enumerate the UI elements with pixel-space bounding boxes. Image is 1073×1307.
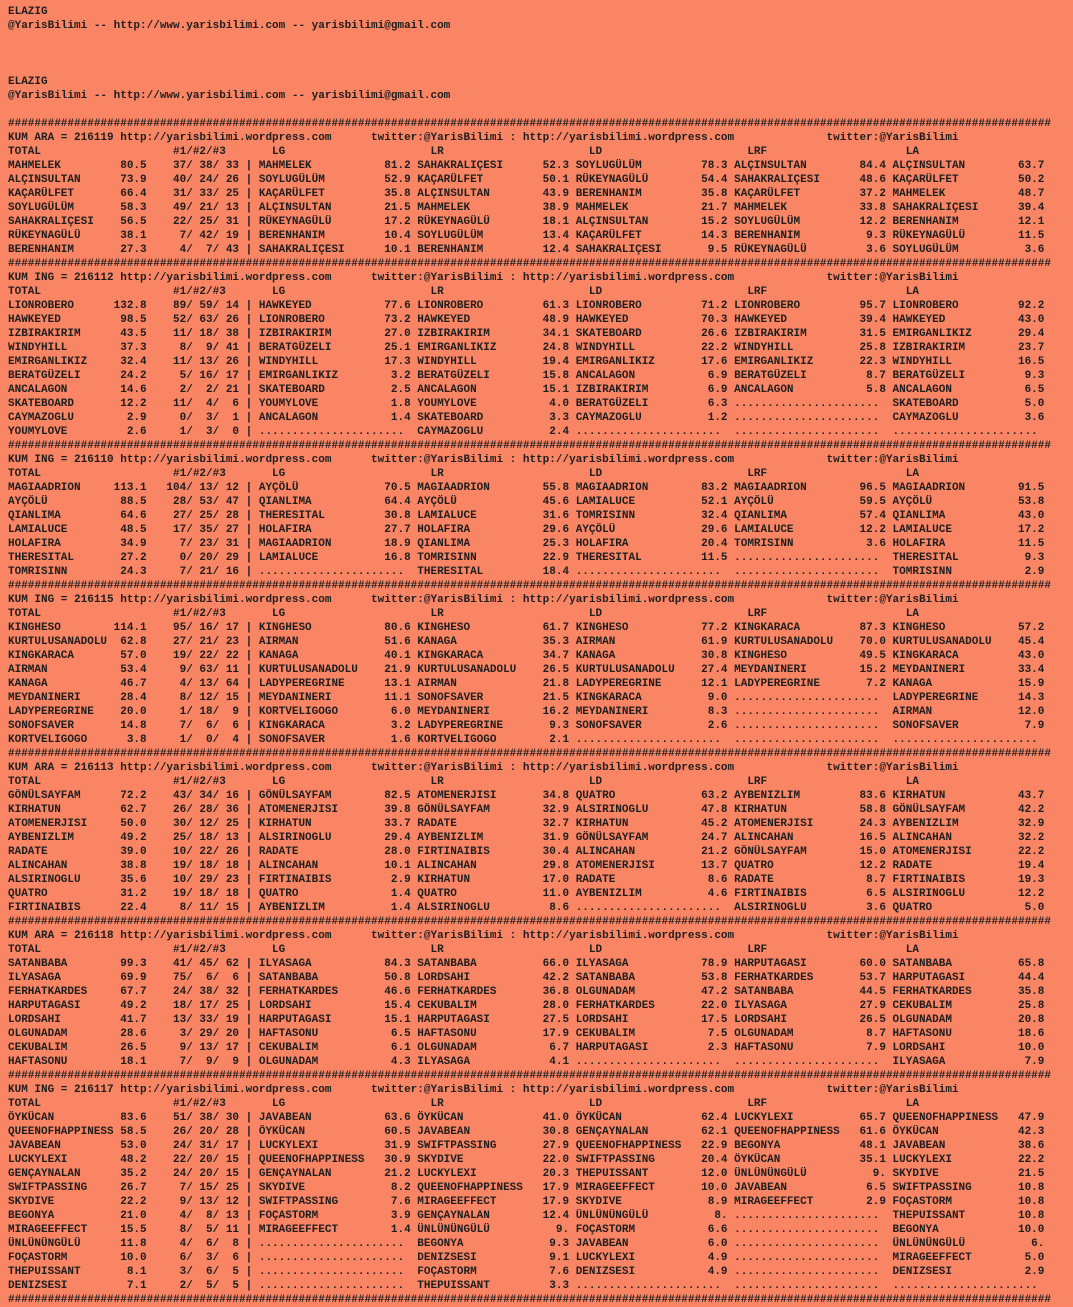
stat-row: MEYDANINERI 28.4 8/ 12/ 15 | MEYDANINERI 11.1 SONOFSAVER 21.5 KINGKARACA 9.0 ...................... LADYPEREGRINE 14.3 <box>8 692 1051 704</box>
stat-row: KINGKARACA 57.0 19/ 22/ 22 | KANAGA 40.1 KINGKARACA 34.7 KANAGA 30.8 KINGHESO 49.5 KINGKARACA 43.0 <box>8 650 1051 662</box>
location-title: ELAZIG <box>8 76 48 88</box>
stat-row: SATANBABA 99.3 41/ 45/ 62 | ILYASAGA 84.3 SATANBABA 66.0 ILYASAGA 78.9 HARPUTAGASI 60.0 SATANBABA 65.8 <box>8 958 1051 970</box>
stat-row: GENÇAYNALAN 35.2 24/ 20/ 15 | GENÇAYNALAN 21.2 LUCKYLEXI 20.3 THEPUISSANT 12.0 ÜNLÜNÜNGÜLÜ 9. SKYDIVE 21.5 <box>8 1168 1051 1180</box>
stat-row: LIONROBERO 132.8 89/ 59/ 14 | HAWKEYED 77.6 LIONROBERO 61.3 LIONROBERO 71.2 LIONROBERO 95.7 LIONROBERO 92.2 <box>8 300 1051 312</box>
stat-row: SONOFSAVER 14.8 7/ 6/ 6 | KINGKARACA 3.2 LADYPEREGRINE 9.3 SONOFSAVER 2.6 ...................... SONOFSAVER 7.9 <box>8 720 1051 732</box>
stat-row: SOYLUGÜLÜM 58.3 49/ 21/ 13 | ALÇINSULTAN 21.5 MAHMELEK 38.9 MAHMELEK 21.7 MAHMELEK 33.8 SAHAKRALIÇESI 39.4 <box>8 202 1051 214</box>
stat-row: KORTVELIGOGO 3.8 1/ 0/ 4 | SONOFSAVER 1.6 KORTVELIGOGO 2.1 ...................... ...................... ...................... <box>8 734 1051 746</box>
stat-row: HAWKEYED 98.5 52/ 63/ 26 | LIONROBERO 73.2 HAWKEYED 48.9 HAWKEYED 70.3 HAWKEYED 39.4 HAWKEYED 43.0 <box>8 314 1051 326</box>
stat-row: LUCKYLEXI 48.2 22/ 20/ 15 | QUEENOFHAPPINESS 30.9 SKYDIVE 22.0 SWIFTPASSING 20.4 ÖYKÜCAN 35.1 LUCKYLEXI 22.2 <box>8 1154 1051 1166</box>
section-title: KUM ARA = 216113 http://yarisbilimi.wordpress.com twitter:@YarisBilimi : http://yarisbilimi.wordpress.com twitter:@YarisBilimi <box>8 762 959 774</box>
stat-row: OLGUNADAM 28.6 3/ 29/ 20 | HAFTASONU 6.5 HAFTASONU 17.9 CEKUBALIM 7.5 OLGUNADAM 8.7 HAFTASONU 18.6 <box>8 1028 1051 1040</box>
stat-row: CAYMAZOGLU 2.9 0/ 3/ 1 | ANCALAGON 1.4 SKATEBOARD 3.3 CAYMAZOGLU 1.2 ...................... CAYMAZOGLU 3.6 <box>8 412 1051 424</box>
stat-row: SKYDIVE 22.2 9/ 13/ 12 | SWIFTPASSING 7.6 MIRAGEEFFECT 17.9 SKYDIVE 8.9 MIRAGEEFFECT 2.9 FOÇASTORM 10.8 <box>8 1196 1051 1208</box>
stat-row: FERHATKARDES 67.7 24/ 38/ 32 | FERHATKARDES 46.6 FERHATKARDES 36.8 OLGUNADAM 47.2 SATANBABA 44.5 FERHATKARDES 35.8 <box>8 986 1051 998</box>
stat-row: ALSIRINOGLU 35.6 10/ 29/ 23 | FIRTINAIBIS 2.9 KIRHATUN 17.0 RADATE 8.6 RADATE 8.7 FIRTINAIBIS 19.3 <box>8 874 1051 886</box>
stat-row: JAVABEAN 53.0 24/ 31/ 17 | LUCKYLEXI 31.9 SWIFTPASSING 27.9 QUEENOFHAPPINESS 22.9 BEGONYA 48.1 JAVABEAN 38.6 <box>8 1140 1051 1152</box>
contact-line: @YarisBilimi -- http://www.yarisbilimi.com -- yarisbilimi@gmail.com <box>8 90 451 102</box>
stat-row: QUATRO 31.2 19/ 18/ 18 | QUATRO 1.4 QUATRO 11.0 AYBENIZLIM 4.6 FIRTINAIBIS 6.5 ALSIRINOGLU 12.2 <box>8 888 1051 900</box>
stat-row: HOLAFIRA 34.9 7/ 23/ 31 | MAGIAADRION 18.9 QIANLIMA 25.3 HOLAFIRA 20.4 TOMRISINN 3.6 HOLAFIRA 11.5 <box>8 538 1051 550</box>
stat-row: MAGIAADRION 113.1 104/ 13/ 12 | AYÇÖLÜ 70.5 MAGIAADRION 55.8 MAGIAADRION 83.2 MAGIAADRION 96.5 MAGIAADRION 91.5 <box>8 482 1051 494</box>
stat-row: FIRTINAIBIS 22.4 8/ 11/ 15 | AYBENIZLIM 1.4 ALSIRINOGLU 8.6 ...................... ALSIRINOGLU 3.6 QUATRO 5.0 <box>8 902 1051 914</box>
section-title: KUM ARA = 216118 http://yarisbilimi.wordpress.com twitter:@YarisBilimi : http://yarisbilimi.wordpress.com twitter:@YarisBilimi <box>8 930 959 942</box>
stat-row: RÜKEYNAGÜLÜ 38.1 7/ 42/ 19 | BERENHANIM 10.4 SOYLUGÜLÜM 13.4 KAÇARÜLFET 14.3 BERENHANIM 9.3 RÜKEYNAGÜLÜ 11.5 <box>8 230 1051 242</box>
stat-row: ATOMENERJISI 50.0 30/ 12/ 25 | KIRHATUN 33.7 RADATE 32.7 KIRHATUN 45.2 ATOMENERJISI 24.3 AYBENIZLIM 32.9 <box>8 818 1051 830</box>
stat-row: LORDSAHI 41.7 13/ 33/ 19 | HARPUTAGASI 15.1 HARPUTAGASI 27.5 LORDSAHI 17.5 LORDSAHI 26.5 OLGUNADAM 20.8 <box>8 1014 1051 1026</box>
stat-row: THERESITAL 27.2 0/ 20/ 29 | LAMIALUCE 16.8 TOMRISINN 22.9 THERESITAL 11.5 ...................... THERESITAL 9.3 <box>8 552 1051 564</box>
section-separator: ############################################################################################################################################################## <box>8 748 1051 760</box>
stat-row: WINDYHILL 37.3 8/ 9/ 41 | BERATGÜZELI 25.1 EMIRGANLIKIZ 24.8 WINDYHILL 22.2 WINDYHILL 25.8 IZBIRAKIRIM 23.7 <box>8 342 1051 354</box>
blank-line <box>8 33 1073 47</box>
blank-line <box>8 47 1073 61</box>
stat-row: ANCALAGON 14.6 2/ 2/ 21 | SKATEBOARD 2.5 ANCALAGON 15.1 IZBIRAKIRIM 6.9 ANCALAGON 5.8 ANCALAGON 6.5 <box>8 384 1051 396</box>
section-separator: ############################################################################################################################################################## <box>8 118 1051 130</box>
stat-row: KIRHATUN 62.7 26/ 28/ 36 | ATOMENERJISI 39.8 GÖNÜLSAYFAM 32.9 ALSIRINOGLU 47.8 KIRHATUN 58.8 GÖNÜLSAYFAM 42.2 <box>8 804 1051 816</box>
race-sections <box>8 117 1073 1307</box>
stat-row: AYÇÖLÜ 88.5 28/ 53/ 47 | QIANLIMA 64.4 AYÇÖLÜ 45.6 LAMIALUCE 52.1 AYÇÖLÜ 59.5 AYÇÖLÜ 53.8 <box>8 496 1051 508</box>
stat-row: QUEENOFHAPPINESS 58.5 26/ 20/ 28 | ÖYKÜCAN 60.5 JAVABEAN 30.8 GENÇAYNALAN 62.1 QUEENOFHAPPINESS 61.6 ÖYKÜCAN 42.3 <box>8 1126 1051 1138</box>
stat-row: THEPUISSANT 8.1 3/ 6/ 5 | ...................... FOÇASTORM 7.6 DENIZSESI 4.9 ...................... DENIZSESI 2.9 <box>8 1266 1051 1278</box>
stat-row: RADATE 39.0 10/ 22/ 26 | RADATE 28.0 FIRTINAIBIS 30.4 ALINCAHAN 21.2 GÖNÜLSAYFAM 15.0 ATOMENERJISI 22.2 <box>8 846 1051 858</box>
section-title: KUM ARA = 216119 http://yarisbilimi.wordpress.com twitter:@YarisBilimi : http://yarisbilimi.wordpress.com twitter:@YarisBilimi <box>8 132 959 144</box>
blank-line <box>8 103 1073 117</box>
stat-row: FOÇASTORM 10.0 6/ 3/ 6 | ...................... DENIZSESI 9.1 LUCKYLEXI 4.9 ...................... MIRAGEEFFECT 5.0 <box>8 1252 1051 1264</box>
stat-row: YOUMYLOVE 2.6 1/ 3/ 0 | ...................... CAYMAZOGLU 2.4 ...................... ...................... ...................... <box>8 426 1051 438</box>
stat-row: BERATGÜZELI 24.2 5/ 16/ 17 | EMIRGANLIKIZ 3.2 BERATGÜZELI 15.8 ANCALAGON 6.9 BERATGÜZELI 8.7 BERATGÜZELI 9.3 <box>8 370 1051 382</box>
stat-row: BEGONYA 21.0 4/ 8/ 13 | FOÇASTORM 3.9 GENÇAYNALAN 12.4 ÜNLÜNÜNGÜLÜ 8. ...................... THEPUISSANT 10.8 <box>8 1210 1051 1222</box>
stat-row: KINGHESO 114.1 95/ 16/ 17 | KINGHESO 80.6 KINGHESO 61.7 KINGHESO 77.2 KINGKARACA 87.3 KINGHESO 57.2 <box>8 622 1051 634</box>
stat-row: DENIZSESI 7.1 2/ 5/ 5 | ...................... THEPUISSANT 3.3 ...................... ...................... ...................... <box>8 1280 1051 1292</box>
stat-row: BERENHANIM 27.3 4/ 7/ 43 | SAHAKRALIÇESI 10.1 BERENHANIM 12.4 SAHAKRALIÇESI 9.5 RÜKEYNAGÜLÜ 3.6 SOYLUGÜLÜM 3.6 <box>8 244 1051 256</box>
stat-row: ÖYKÜCAN 83.6 51/ 38/ 30 | JAVABEAN 63.6 ÖYKÜCAN 41.0 ÖYKÜCAN 62.4 LUCKYLEXI 65.7 QUEENOFHAPPINESS 47.9 <box>8 1112 1051 1124</box>
column-header-row: TOTAL #1/#2/#3 LG LR LD LRF LA <box>8 1098 919 1110</box>
stat-row: SAHAKRALIÇESI 56.5 22/ 25/ 31 | RÜKEYNAGÜLÜ 17.2 RÜKEYNAGÜLÜ 18.1 ALÇINSULTAN 15.2 SOYLUGÜLÜM 12.2 BERENHANIM 12.1 <box>8 216 1051 228</box>
blank-line <box>8 61 1073 75</box>
stat-row: HARPUTAGASI 49.2 18/ 17/ 25 | LORDSAHI 15.4 CEKUBALIM 28.0 FERHATKARDES 22.0 ILYASAGA 27.9 CEKUBALIM 25.8 <box>8 1000 1051 1012</box>
stat-row: LADYPEREGRINE 20.0 1/ 18/ 9 | KORTVELIGOGO 6.0 MEYDANINERI 16.2 MEYDANINERI 8.3 ...................... AIRMAN 12.0 <box>8 706 1051 718</box>
stat-row: IZBIRAKIRIM 43.5 11/ 18/ 38 | IZBIRAKIRIM 27.0 IZBIRAKIRIM 34.1 SKATEBOARD 26.6 IZBIRAKIRIM 31.5 EMIRGANLIKIZ 29.4 <box>8 328 1051 340</box>
stat-row: ÜNLÜNÜNGÜLÜ 11.8 4/ 6/ 8 | ...................... BEGONYA 9.3 JAVABEAN 6.0 ...................... ÜNLÜNÜNGÜLÜ 6. <box>8 1238 1051 1250</box>
stat-row: SWIFTPASSING 26.7 7/ 15/ 25 | SKYDIVE 8.2 QUEENOFHAPPINESS 17.9 MIRAGEEFFECT 10.0 JAVABEAN 6.5 SWIFTPASSING 10.8 <box>8 1182 1051 1194</box>
column-header-row: TOTAL #1/#2/#3 LG LR LD LRF LA <box>8 776 919 788</box>
column-header-row: TOTAL #1/#2/#3 LG LR LD LRF LA <box>8 944 919 956</box>
stat-row: ALÇINSULTAN 73.9 40/ 24/ 26 | SOYLUGÜLÜM 52.9 KAÇARÜLFET 50.1 RÜKEYNAGÜLÜ 54.4 SAHAKRALIÇESI 48.6 KAÇARÜLFET 50.2 <box>8 174 1051 186</box>
column-header-row: TOTAL #1/#2/#3 LG LR LD LRF LA <box>8 608 919 620</box>
stat-row: KANAGA 46.7 4/ 13/ 64 | LADYPEREGRINE 13.1 AIRMAN 21.8 LADYPEREGRINE 12.1 LADYPEREGRINE 7.2 KANAGA 15.9 <box>8 678 1051 690</box>
stat-row: AYBENIZLIM 49.2 25/ 18/ 13 | ALSIRINOGLU 29.4 AYBENIZLIM 31.9 GÖNÜLSAYFAM 24.7 ALINCAHAN 16.5 ALINCAHAN 32.2 <box>8 832 1051 844</box>
section-separator: ############################################################################################################################################################## <box>8 1070 1051 1082</box>
stat-row: AIRMAN 53.4 9/ 63/ 11 | KURTULUSANADOLU 21.9 KURTULUSANADOLU 26.5 KURTULUSANADOLU 27.4 MEYDANINERI 15.2 MEYDANINERI 33.4 <box>8 664 1051 676</box>
section-separator: ############################################################################################################################################################## <box>8 916 1051 928</box>
section-title: KUM ING = 216117 http://yarisbilimi.wordpress.com twitter:@YarisBilimi : http://yarisbilimi.wordpress.com twitter:@YarisBilimi <box>8 1084 959 1096</box>
stat-row: EMIRGANLIKIZ 32.4 11/ 13/ 26 | WINDYHILL 17.3 WINDYHILL 19.4 EMIRGANLIKIZ 17.6 EMIRGANLIKIZ 22.3 WINDYHILL 16.5 <box>8 356 1051 368</box>
stat-row: GÖNÜLSAYFAM 72.2 43/ 34/ 16 | GÖNÜLSAYFAM 82.5 ATOMENERJISI 34.8 QUATRO 63.2 AYBENIZLIM 83.6 KIRHATUN 43.7 <box>8 790 1051 802</box>
stat-row: TOMRISINN 24.3 7/ 21/ 16 | ...................... THERESITAL 18.4 ...................... ...................... TOMRISINN 2.9 <box>8 566 1051 578</box>
contact-line: @YarisBilimi -- http://www.yarisbilimi.com -- yarisbilimi@gmail.com <box>8 20 451 32</box>
stat-row: LAMIALUCE 48.5 17/ 35/ 27 | HOLAFIRA 27.7 HOLAFIRA 29.6 AYÇÖLÜ 29.6 LAMIALUCE 12.2 LAMIALUCE 17.2 <box>8 524 1051 536</box>
stat-row: HAFTASONU 18.1 7/ 9/ 9 | OLGUNADAM 4.3 ILYASAGA 4.1 ...................... ...................... ILYASAGA 7.9 <box>8 1056 1051 1068</box>
column-header-row: TOTAL #1/#2/#3 LG LR LD LRF LA <box>8 286 919 298</box>
stat-row: KURTULUSANADOLU 62.8 27/ 21/ 23 | AIRMAN 51.6 KANAGA 35.3 AIRMAN 61.9 KURTULUSANADOLU 70.0 KURTULUSANADOLU 45.4 <box>8 636 1051 648</box>
section-title: KUM ING = 216112 http://yarisbilimi.wordpress.com twitter:@YarisBilimi : http://yarisbilimi.wordpress.com twitter:@YarisBilimi <box>8 272 959 284</box>
section-title: KUM ING = 216115 http://yarisbilimi.wordpress.com twitter:@YarisBilimi : http://yarisbilimi.wordpress.com twitter:@YarisBilimi <box>8 594 959 606</box>
column-header-row: TOTAL #1/#2/#3 LG LR LD LRF LA <box>8 468 919 480</box>
stat-row: QIANLIMA 64.6 27/ 25/ 28 | THERESITAL 30.8 LAMIALUCE 31.6 TOMRISINN 32.4 QIANLIMA 57.4 QIANLIMA 43.0 <box>8 510 1051 522</box>
section-separator: ############################################################################################################################################################## <box>8 580 1051 592</box>
stat-row: MIRAGEEFFECT 15.5 8/ 5/ 11 | MIRAGEEFFECT 1.4 ÜNLÜNÜNGÜLÜ 9. FOÇASTORM 6.6 ...................... BEGONYA 10.0 <box>8 1224 1051 1236</box>
section-separator: ############################################################################################################################################################## <box>8 440 1051 452</box>
section-title: KUM ING = 216110 http://yarisbilimi.wordpress.com twitter:@YarisBilimi : http://yarisbilimi.wordpress.com twitter:@YarisBilimi <box>8 454 959 466</box>
stat-row: SKATEBOARD 12.2 11/ 4/ 6 | YOUMYLOVE 1.8 YOUMYLOVE 4.0 BERATGÜZELI 6.3 ...................... SKATEBOARD 5.0 <box>8 398 1051 410</box>
location-title: ELAZIG <box>8 6 48 18</box>
stat-row: ALINCAHAN 38.8 19/ 18/ 18 | ALINCAHAN 10.1 ALINCAHAN 29.8 ATOMENERJISI 13.7 QUATRO 12.2 RADATE 19.4 <box>8 860 1051 872</box>
stat-row: MAHMELEK 80.5 37/ 38/ 33 | MAHMELEK 81.2 SAHAKRALIÇESI 52.3 SOYLUGÜLÜM 78.3 ALÇINSULTAN 84.4 ALÇINSULTAN 63.7 <box>8 160 1051 172</box>
section-separator: ############################################################################################################################################################## <box>8 1294 1051 1306</box>
stat-row: CEKUBALIM 26.5 9/ 13/ 17 | CEKUBALIM 6.1 OLGUNADAM 6.7 HARPUTAGASI 2.3 HAFTASONU 7.9 LORDSAHI 10.0 <box>8 1042 1051 1054</box>
section-separator: ############################################################################################################################################################## <box>8 258 1051 270</box>
column-header-row: TOTAL #1/#2/#3 LG LR LD LRF LA <box>8 146 919 158</box>
stat-row: KAÇARÜLFET 66.4 31/ 33/ 25 | KAÇARÜLFET 35.8 ALÇINSULTAN 43.9 BERENHANIM 35.8 KAÇARÜLFET 37.2 MAHMELEK 48.7 <box>8 188 1051 200</box>
stat-row: ILYASAGA 69.9 75/ 6/ 6 | SATANBABA 50.8 LORDSAHI 42.2 SATANBABA 53.8 FERHATKARDES 53.7 HARPUTAGASI 44.4 <box>8 972 1051 984</box>
